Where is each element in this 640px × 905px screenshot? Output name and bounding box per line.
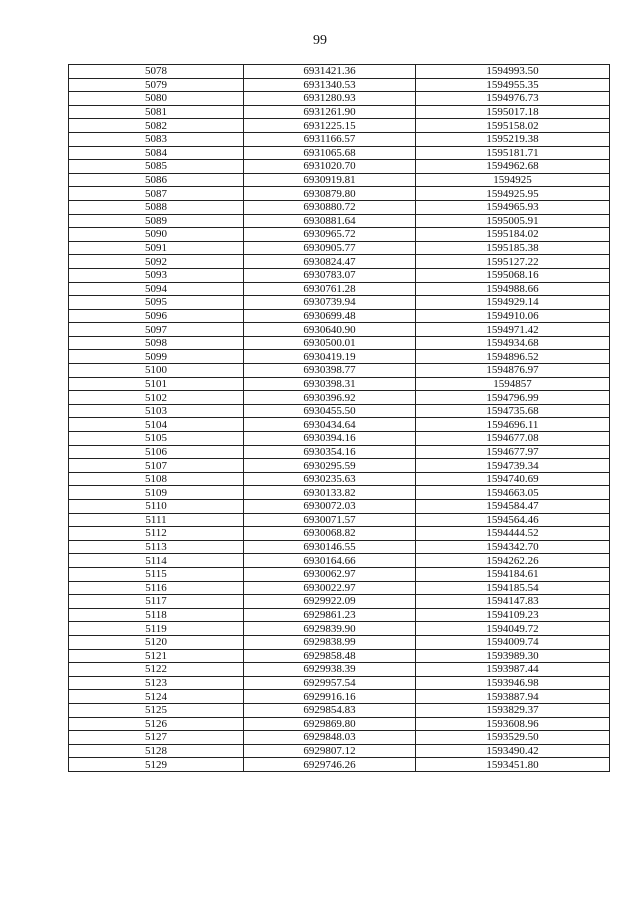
point-number-cell: 5123 (69, 676, 244, 690)
x-coordinate-cell: 6930164.66 (244, 554, 416, 568)
y-coordinate-cell: 1594971.42 (416, 323, 610, 337)
table-row (69, 187, 610, 201)
table-row (69, 472, 610, 486)
y-coordinate-cell: 1593987.44 (416, 663, 610, 677)
x-coordinate-cell: 6931261.90 (244, 105, 416, 119)
point-number-cell: 5105 (69, 432, 244, 446)
point-number-cell: 5087 (69, 187, 244, 201)
table-row (69, 296, 610, 310)
y-coordinate-cell: 1595068.16 (416, 268, 610, 282)
point-number-cell: 5121 (69, 649, 244, 663)
point-number-cell: 5079 (69, 78, 244, 92)
table-row (69, 608, 610, 622)
point-number-cell: 5091 (69, 241, 244, 255)
table-row (69, 649, 610, 663)
y-coordinate-cell: 1594663.05 (416, 486, 610, 500)
table-row (69, 527, 610, 541)
y-coordinate-cell: 1595005.91 (416, 214, 610, 228)
point-number-cell: 5107 (69, 459, 244, 473)
table-row (69, 717, 610, 731)
x-coordinate-cell: 6929922.09 (244, 595, 416, 609)
table-row (69, 731, 610, 745)
y-coordinate-cell: 1594740.69 (416, 472, 610, 486)
table-row (69, 690, 610, 704)
y-coordinate-cell: 1594009.74 (416, 635, 610, 649)
y-coordinate-cell: 1594147.83 (416, 595, 610, 609)
point-number-cell: 5122 (69, 663, 244, 677)
table-row (69, 78, 610, 92)
y-coordinate-cell: 1594739.34 (416, 459, 610, 473)
y-coordinate-cell: 1594342.70 (416, 540, 610, 554)
x-coordinate-cell: 6929869.80 (244, 717, 416, 731)
y-coordinate-cell: 1594584.47 (416, 500, 610, 514)
y-coordinate-cell: 1594857 (416, 377, 610, 391)
point-number-cell: 5129 (69, 758, 244, 772)
x-coordinate-cell: 6931225.15 (244, 119, 416, 133)
table-row (69, 581, 610, 595)
point-number-cell: 5081 (69, 105, 244, 119)
point-number-cell: 5115 (69, 567, 244, 581)
table-row (69, 432, 610, 446)
point-number-cell: 5096 (69, 309, 244, 323)
table-row (69, 105, 610, 119)
point-number-cell: 5097 (69, 323, 244, 337)
point-number-cell: 5090 (69, 228, 244, 242)
y-coordinate-cell: 1594934.68 (416, 336, 610, 350)
point-number-cell: 5089 (69, 214, 244, 228)
y-coordinate-cell: 1594955.35 (416, 78, 610, 92)
x-coordinate-cell: 6931421.36 (244, 65, 416, 79)
x-coordinate-cell: 6930824.47 (244, 255, 416, 269)
table-row (69, 622, 610, 636)
table-row (69, 336, 610, 350)
x-coordinate-cell: 6930905.77 (244, 241, 416, 255)
x-coordinate-cell: 6930396.92 (244, 391, 416, 405)
y-coordinate-cell: 1594262.26 (416, 554, 610, 568)
point-number-cell: 5124 (69, 690, 244, 704)
table-row (69, 214, 610, 228)
y-coordinate-cell: 1595017.18 (416, 105, 610, 119)
table-row (69, 65, 610, 79)
y-coordinate-cell: 1594564.46 (416, 513, 610, 527)
y-coordinate-cell: 1594444.52 (416, 527, 610, 541)
point-number-cell: 5126 (69, 717, 244, 731)
table-row (69, 228, 610, 242)
point-number-cell: 5116 (69, 581, 244, 595)
y-coordinate-cell: 1595185.38 (416, 241, 610, 255)
table-row (69, 92, 610, 106)
point-number-cell: 5112 (69, 527, 244, 541)
x-coordinate-cell: 6930062.97 (244, 567, 416, 581)
x-coordinate-cell: 6930295.59 (244, 459, 416, 473)
x-coordinate-cell: 6931340.53 (244, 78, 416, 92)
table-row (69, 132, 610, 146)
table-row (69, 500, 610, 514)
point-number-cell: 5113 (69, 540, 244, 554)
point-number-cell: 5101 (69, 377, 244, 391)
y-coordinate-cell: 1594876.97 (416, 364, 610, 378)
table-row (69, 567, 610, 581)
y-coordinate-cell: 1594735.68 (416, 404, 610, 418)
point-number-cell: 5082 (69, 119, 244, 133)
table-row (69, 119, 610, 133)
point-number-cell: 5092 (69, 255, 244, 269)
table-row (69, 282, 610, 296)
table-row (69, 459, 610, 473)
table-row (69, 364, 610, 378)
y-coordinate-cell: 1593989.30 (416, 649, 610, 663)
x-coordinate-cell: 6930394.16 (244, 432, 416, 446)
point-number-cell: 5083 (69, 132, 244, 146)
y-coordinate-cell: 1594796.99 (416, 391, 610, 405)
table-row (69, 146, 610, 160)
point-number-cell: 5117 (69, 595, 244, 609)
point-number-cell: 5084 (69, 146, 244, 160)
x-coordinate-cell: 6930068.82 (244, 527, 416, 541)
point-number-cell: 5078 (69, 65, 244, 79)
y-coordinate-cell: 1594929.14 (416, 296, 610, 310)
x-coordinate-cell: 6929838.99 (244, 635, 416, 649)
y-coordinate-cell: 1595219.38 (416, 132, 610, 146)
y-coordinate-cell: 1594962.68 (416, 160, 610, 174)
x-coordinate-cell: 6929938.39 (244, 663, 416, 677)
point-number-cell: 5108 (69, 472, 244, 486)
y-coordinate-cell: 1593829.37 (416, 703, 610, 717)
x-coordinate-cell: 6929848.03 (244, 731, 416, 745)
y-coordinate-cell: 1593946.98 (416, 676, 610, 690)
y-coordinate-cell: 1594925 (416, 173, 610, 187)
point-number-cell: 5106 (69, 445, 244, 459)
y-coordinate-cell: 1594109.23 (416, 608, 610, 622)
x-coordinate-cell: 6930071.57 (244, 513, 416, 527)
point-number-cell: 5109 (69, 486, 244, 500)
x-coordinate-cell: 6930133.82 (244, 486, 416, 500)
x-coordinate-cell: 6930354.16 (244, 445, 416, 459)
table-row (69, 486, 610, 500)
y-coordinate-cell: 1594988.66 (416, 282, 610, 296)
x-coordinate-cell: 6929746.26 (244, 758, 416, 772)
table-row (69, 377, 610, 391)
x-coordinate-cell: 6931166.57 (244, 132, 416, 146)
y-coordinate-cell: 1594965.93 (416, 200, 610, 214)
point-number-cell: 5110 (69, 500, 244, 514)
point-number-cell: 5086 (69, 173, 244, 187)
x-coordinate-cell: 6930455.50 (244, 404, 416, 418)
x-coordinate-cell: 6931280.93 (244, 92, 416, 106)
table-row (69, 554, 610, 568)
y-coordinate-cell: 1594925.95 (416, 187, 610, 201)
y-coordinate-cell: 1595181.71 (416, 146, 610, 160)
table-row (69, 758, 610, 772)
x-coordinate-cell: 6931020.70 (244, 160, 416, 174)
point-number-cell: 5104 (69, 418, 244, 432)
point-number-cell: 5099 (69, 350, 244, 364)
point-number-cell: 5118 (69, 608, 244, 622)
y-coordinate-cell: 1594049.72 (416, 622, 610, 636)
x-coordinate-cell: 6930434.64 (244, 418, 416, 432)
table-row (69, 703, 610, 717)
y-coordinate-cell: 1594185.54 (416, 581, 610, 595)
point-number-cell: 5111 (69, 513, 244, 527)
point-number-cell: 5120 (69, 635, 244, 649)
x-coordinate-cell: 6930398.77 (244, 364, 416, 378)
table-row (69, 173, 610, 187)
point-number-cell: 5098 (69, 336, 244, 350)
x-coordinate-cell: 6930146.55 (244, 540, 416, 554)
table-row (69, 744, 610, 758)
x-coordinate-cell: 6929861.23 (244, 608, 416, 622)
x-coordinate-cell: 6929807.12 (244, 744, 416, 758)
y-coordinate-cell: 1594910.06 (416, 309, 610, 323)
point-number-cell: 5093 (69, 268, 244, 282)
y-coordinate-cell: 1595158.02 (416, 119, 610, 133)
table-row (69, 391, 610, 405)
x-coordinate-cell: 6930761.28 (244, 282, 416, 296)
y-coordinate-cell: 1594993.50 (416, 65, 610, 79)
x-coordinate-cell: 6930398.31 (244, 377, 416, 391)
y-coordinate-cell: 1593608.96 (416, 717, 610, 731)
point-number-cell: 5095 (69, 296, 244, 310)
page-number: 99 (313, 33, 327, 48)
x-coordinate-cell: 6930022.97 (244, 581, 416, 595)
point-number-cell: 5094 (69, 282, 244, 296)
x-coordinate-cell: 6929854.83 (244, 703, 416, 717)
x-coordinate-cell: 6929858.48 (244, 649, 416, 663)
x-coordinate-cell: 6931065.68 (244, 146, 416, 160)
y-coordinate-cell: 1595127.22 (416, 255, 610, 269)
x-coordinate-cell: 6930699.48 (244, 309, 416, 323)
x-coordinate-cell: 6930640.90 (244, 323, 416, 337)
point-number-cell: 5114 (69, 554, 244, 568)
point-number-cell: 5119 (69, 622, 244, 636)
table-row (69, 309, 610, 323)
x-coordinate-cell: 6930919.81 (244, 173, 416, 187)
point-number-cell: 5102 (69, 391, 244, 405)
point-number-cell: 5100 (69, 364, 244, 378)
x-coordinate-cell: 6930500.01 (244, 336, 416, 350)
table-row (69, 404, 610, 418)
table-row (69, 255, 610, 269)
table-row (69, 241, 610, 255)
x-coordinate-cell: 6930965.72 (244, 228, 416, 242)
table-row (69, 540, 610, 554)
point-number-cell: 5125 (69, 703, 244, 717)
y-coordinate-cell: 1593887.94 (416, 690, 610, 704)
y-coordinate-cell: 1594184.61 (416, 567, 610, 581)
x-coordinate-cell: 6929839.90 (244, 622, 416, 636)
table-row (69, 635, 610, 649)
y-coordinate-cell: 1593529.50 (416, 731, 610, 745)
table-row (69, 200, 610, 214)
y-coordinate-cell: 1593490.42 (416, 744, 610, 758)
point-number-cell: 5085 (69, 160, 244, 174)
y-coordinate-cell: 1594696.11 (416, 418, 610, 432)
y-coordinate-cell: 1594976.73 (416, 92, 610, 106)
x-coordinate-cell: 6930881.64 (244, 214, 416, 228)
table-row (69, 160, 610, 174)
point-number-cell: 5103 (69, 404, 244, 418)
y-coordinate-cell: 1593451.80 (416, 758, 610, 772)
point-number-cell: 5080 (69, 92, 244, 106)
x-coordinate-cell: 6930739.94 (244, 296, 416, 310)
point-number-cell: 5128 (69, 744, 244, 758)
x-coordinate-cell: 6930072.03 (244, 500, 416, 514)
x-coordinate-cell: 6930880.72 (244, 200, 416, 214)
x-coordinate-cell: 6930235.63 (244, 472, 416, 486)
table-row (69, 323, 610, 337)
y-coordinate-cell: 1594677.97 (416, 445, 610, 459)
table-row (69, 663, 610, 677)
table-row (69, 418, 610, 432)
point-number-cell: 5127 (69, 731, 244, 745)
coordinates-table-body (69, 65, 610, 772)
table-row (69, 595, 610, 609)
table-row (69, 445, 610, 459)
x-coordinate-cell: 6930419.19 (244, 350, 416, 364)
x-coordinate-cell: 6929957.54 (244, 676, 416, 690)
point-number-cell: 5088 (69, 200, 244, 214)
coordinates-table (68, 64, 610, 772)
table-row (69, 513, 610, 527)
x-coordinate-cell: 6929916.16 (244, 690, 416, 704)
y-coordinate-cell: 1595184.02 (416, 228, 610, 242)
y-coordinate-cell: 1594896.52 (416, 350, 610, 364)
y-coordinate-cell: 1594677.08 (416, 432, 610, 446)
table-row (69, 676, 610, 690)
table-row (69, 268, 610, 282)
table-row (69, 350, 610, 364)
x-coordinate-cell: 6930783.07 (244, 268, 416, 282)
x-coordinate-cell: 6930879.80 (244, 187, 416, 201)
